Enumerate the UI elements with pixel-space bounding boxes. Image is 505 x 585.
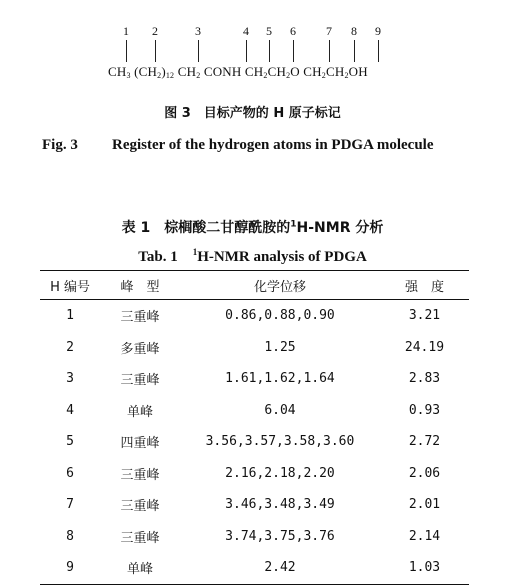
chemical-shift: 3.56,3.57,3.58,3.60 [205, 434, 355, 450]
chemical-formula: $CH_3$ $(CH_2)_{12}$ $CH_2$ CONH $CH_2CH_2O$ $CH_2CH_2OH$ [108, 64, 368, 80]
table-row [40, 489, 469, 521]
bond-marker [126, 40, 127, 62]
structure-formula [0, 0, 505, 90]
atom-number: 3 [195, 24, 201, 38]
table-title-zh: 表 1 棕榈酸二甘醇酰胺的$^1$H-NMR 分析 [121, 219, 384, 236]
atom-number: 9 [375, 24, 381, 38]
bond-marker [293, 40, 294, 62]
bond-marker [246, 40, 247, 62]
h-number: 9 [40, 552, 100, 584]
table-title-en: Tab. 1 $^1$H-NMR analysis of PDGA [138, 247, 367, 265]
peak-type: 三重峰 [120, 467, 160, 483]
atom-number: 1 [123, 24, 129, 38]
intensity: 0.93 [408, 402, 441, 418]
intensity: 2.01 [408, 497, 441, 513]
figure-caption-en [42, 131, 472, 160]
table-row [40, 458, 469, 490]
figure-caption-zh: 图 3 目标产物的 H 原子标记 [164, 106, 341, 121]
bond-marker [354, 40, 355, 62]
bond-marker [269, 40, 270, 62]
figure-caption-text: Register of the hydrogen atoms in PDGA molecule [112, 137, 434, 153]
h-number: 5 [66, 434, 74, 450]
h-number: 3 [66, 371, 74, 387]
peak-type: 三重峰 [120, 310, 160, 326]
column-header: 强 度 [380, 271, 469, 300]
figure-label: Fig. 3 [42, 137, 78, 153]
table-row [40, 300, 469, 332]
table-row [40, 521, 469, 553]
column-header: 峰 型 [100, 271, 180, 300]
atom-number: 8 [351, 24, 357, 38]
intensity: 2.06 [408, 465, 441, 481]
peak-type: 三重峰 [120, 499, 160, 515]
intensity: 2.83 [408, 371, 441, 387]
column-header: H 编号 [40, 271, 100, 300]
chemical-shift: 3.46,3.48,3.49 [225, 497, 335, 513]
atom-number: 2 [152, 24, 158, 38]
h-number: 2 [66, 339, 74, 355]
intensity: 24.19 [404, 339, 445, 355]
bond-marker [378, 40, 379, 62]
table-row [40, 552, 469, 584]
bond-marker [155, 40, 156, 62]
h-number: 4 [66, 402, 74, 418]
intensity: 1.03 [380, 552, 469, 584]
table-row [40, 332, 469, 364]
atom-number: 7 [326, 24, 332, 38]
chemical-shift: 1.61,1.62,1.64 [225, 371, 335, 387]
chemical-shift: 2.42 [180, 552, 380, 584]
chemical-shift: 0.86,0.88,0.90 [225, 308, 335, 324]
atom-number: 5 [266, 24, 272, 38]
atom-number: 4 [243, 24, 249, 38]
bond-marker [329, 40, 330, 62]
table-header-row [40, 271, 469, 300]
chemical-shift: 6.04 [264, 402, 296, 418]
h-number: 6 [66, 465, 74, 481]
peak-type: 三重峰 [120, 530, 160, 546]
chemical-shift: 2.16,2.18,2.20 [225, 465, 335, 481]
table-row [40, 395, 469, 427]
table-row [40, 363, 469, 395]
bond-marker [198, 40, 199, 62]
peak-type: 多重峰 [120, 341, 160, 357]
table-row [40, 426, 469, 458]
chemical-shift: 1.25 [264, 339, 296, 355]
h-number: 1 [66, 308, 74, 324]
peak-type: 四重峰 [120, 436, 160, 452]
peak-type: 三重峰 [120, 373, 160, 389]
h-number: 8 [66, 528, 74, 544]
atom-number: 6 [290, 24, 296, 38]
intensity: 2.72 [408, 434, 441, 450]
intensity: 3.21 [408, 308, 441, 324]
intensity: 2.14 [408, 528, 441, 544]
nmr-table [40, 270, 469, 585]
chemical-shift: 3.74,3.75,3.76 [225, 528, 335, 544]
h-number: 7 [66, 497, 74, 513]
column-header: 化学位移 [180, 271, 380, 300]
peak-type: 单峰 [100, 552, 180, 584]
peak-type: 单峰 [127, 404, 154, 420]
